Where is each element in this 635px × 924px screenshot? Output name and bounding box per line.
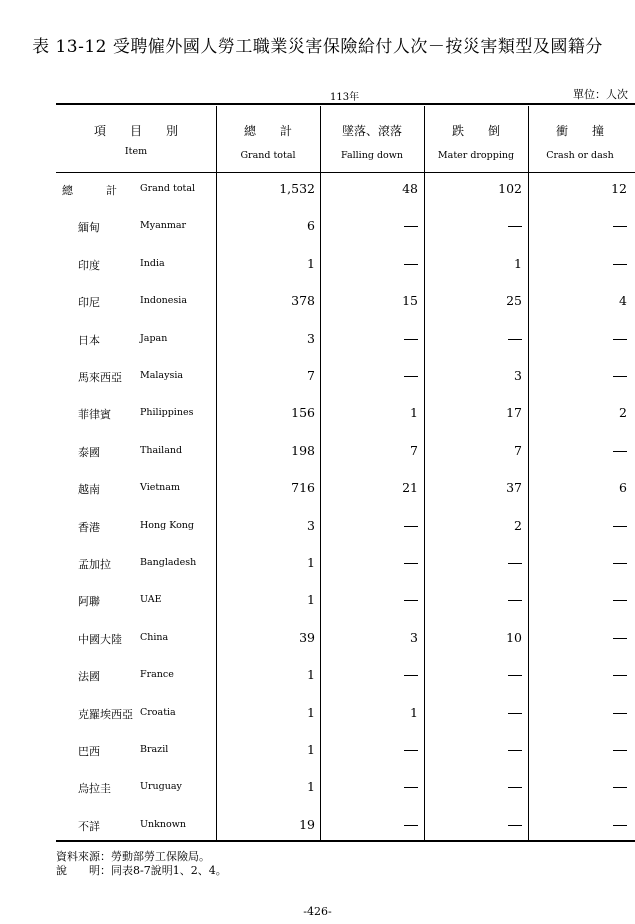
dash-mark — [613, 376, 627, 377]
cell-total: 6 — [307, 218, 315, 233]
cell-crash — [537, 331, 627, 346]
unit-label: 單位：人次 — [573, 88, 628, 101]
cell-total: 716 — [291, 480, 315, 495]
dash-mark — [404, 600, 418, 601]
dash-mark — [404, 675, 418, 676]
column-divider — [424, 106, 425, 842]
row-label-zh: 烏拉圭 — [78, 782, 111, 795]
cell-falling: 1 — [410, 405, 418, 420]
cell-crash: 2 — [619, 405, 627, 420]
header-crash-en: Crash or dash — [546, 150, 614, 161]
cell-crash: 4 — [619, 293, 627, 308]
dash-mark — [613, 638, 627, 639]
cell-falling — [328, 817, 418, 832]
cell-total: 156 — [291, 405, 315, 420]
header-total-zh: 總 計 — [243, 124, 292, 138]
cell-fall-over: 17 — [506, 405, 522, 420]
row-label-en: UAE — [140, 594, 162, 605]
row-label-en: Brazil — [140, 744, 169, 755]
dash-mark — [613, 825, 627, 826]
row-label-zh: 克羅埃西亞 — [78, 708, 133, 721]
dash-mark — [508, 339, 522, 340]
source-note: 資料來源：勞動部勞工保險局。 — [56, 850, 210, 863]
cell-fall-over — [432, 555, 522, 570]
top-rule — [56, 103, 635, 105]
cell-fall-over: 2 — [514, 518, 522, 533]
dash-mark — [508, 675, 522, 676]
cell-falling — [328, 518, 418, 533]
cell-crash — [537, 518, 627, 533]
bottom-rule — [56, 840, 635, 842]
cell-falling: 3 — [410, 630, 418, 645]
column-divider — [320, 106, 321, 842]
cell-falling: 21 — [402, 480, 418, 495]
row-label-en: Vietnam — [140, 482, 180, 493]
dash-mark — [508, 600, 522, 601]
cell-total: 39 — [299, 630, 315, 645]
column-divider — [216, 106, 217, 842]
row-label-zh: 巴西 — [78, 745, 100, 758]
cell-total: 1 — [307, 667, 315, 682]
cell-total: 3 — [307, 518, 315, 533]
cell-total: 1 — [307, 779, 315, 794]
cell-fall-over — [432, 817, 522, 832]
dash-mark — [613, 526, 627, 527]
cell-falling: 15 — [402, 293, 418, 308]
row-label-zh: 法國 — [78, 670, 100, 683]
dash-mark — [404, 563, 418, 564]
row-label-zh: 菲律賓 — [78, 408, 111, 421]
dash-mark — [404, 750, 418, 751]
dash-mark — [404, 376, 418, 377]
cell-falling — [328, 779, 418, 794]
cell-total: 1 — [307, 555, 315, 570]
header-total-en: Grand total — [240, 150, 296, 161]
dash-mark — [508, 750, 522, 751]
row-label-en: France — [140, 669, 174, 680]
page-number: -426- — [303, 905, 332, 918]
cell-crash — [537, 779, 627, 794]
cell-falling — [328, 218, 418, 233]
cell-falling: 1 — [410, 705, 418, 720]
row-label-zh: 日本 — [78, 334, 100, 347]
table-title: 表 13-12 受聘僱外國人勞工職業災害保險給付人次－按災害類型及國籍分 — [32, 37, 603, 57]
cell-crash — [537, 443, 627, 458]
dash-mark — [508, 787, 522, 788]
cell-crash: 6 — [619, 480, 627, 495]
row-label-en: Croatia — [140, 707, 176, 718]
dash-mark — [613, 451, 627, 452]
header-fallover-zh: 跌 倒 — [451, 124, 500, 138]
cell-falling — [328, 331, 418, 346]
dash-mark — [613, 600, 627, 601]
cell-fall-over: 3 — [514, 368, 522, 383]
row-label-en: India — [140, 258, 165, 269]
cell-crash — [537, 742, 627, 757]
row-label-en: Hong Kong — [140, 520, 194, 531]
cell-total: 3 — [307, 331, 315, 346]
dash-mark — [404, 226, 418, 227]
cell-fall-over — [432, 779, 522, 794]
cell-total: 378 — [291, 293, 315, 308]
column-divider — [528, 106, 529, 842]
row-label-zh: 印度 — [78, 259, 100, 272]
cell-total: 7 — [307, 368, 315, 383]
dash-mark — [613, 264, 627, 265]
cell-crash — [537, 368, 627, 383]
cell-falling — [328, 592, 418, 607]
cell-falling — [328, 742, 418, 757]
row-label-en: Indonesia — [140, 295, 187, 306]
cell-crash — [537, 817, 627, 832]
row-label-zh: 緬甸 — [78, 221, 100, 234]
cell-fall-over: 7 — [514, 443, 522, 458]
year-label: 113年 — [330, 92, 360, 103]
cell-fall-over: 102 — [498, 181, 522, 196]
row-label-zh: 孟加拉 — [78, 558, 111, 571]
cell-crash: 12 — [611, 181, 627, 196]
cell-crash — [537, 630, 627, 645]
cell-total: 198 — [291, 443, 315, 458]
dash-mark — [508, 825, 522, 826]
cell-fall-over — [432, 218, 522, 233]
dash-mark — [613, 750, 627, 751]
cell-fall-over: 37 — [506, 480, 522, 495]
explanation-note: 說 明：同表8-7說明1、2、4。 — [56, 864, 227, 877]
cell-crash — [537, 218, 627, 233]
header-falling-zh: 墜落、滾落 — [341, 124, 402, 138]
row-label-en: China — [140, 632, 169, 643]
dash-mark — [404, 264, 418, 265]
dash-mark — [404, 787, 418, 788]
dash-mark — [404, 825, 418, 826]
cell-fall-over — [432, 742, 522, 757]
cell-fall-over — [432, 667, 522, 682]
row-label-zh: 香港 — [78, 521, 100, 534]
row-label-en: Japan — [140, 333, 168, 344]
row-label-en: Malaysia — [140, 370, 184, 381]
cell-fall-over — [432, 705, 522, 720]
cell-total: 19 — [299, 817, 315, 832]
cell-total: 1 — [307, 742, 315, 757]
row-label-zh: 泰國 — [78, 446, 100, 459]
row-label-en: Uruguay — [140, 781, 182, 792]
dash-mark — [404, 339, 418, 340]
row-label-zh: 總 計 — [62, 184, 117, 197]
cell-falling — [328, 368, 418, 383]
row-label-en: Philippines — [140, 407, 194, 418]
cell-falling — [328, 667, 418, 682]
cell-total: 1 — [307, 256, 315, 271]
dash-mark — [613, 713, 627, 714]
dash-mark — [613, 675, 627, 676]
cell-fall-over — [432, 331, 522, 346]
row-label-en: Thailand — [140, 445, 183, 456]
cell-fall-over: 25 — [506, 293, 522, 308]
cell-fall-over: 10 — [506, 630, 522, 645]
row-label-en: Bangladesh — [140, 557, 197, 568]
row-label-en: Myanmar — [140, 220, 187, 231]
row-label-zh: 馬來西亞 — [78, 371, 122, 384]
row-label-zh: 越南 — [78, 483, 100, 496]
cell-falling — [328, 555, 418, 570]
header-bottom-rule — [56, 172, 635, 173]
header-crash-zh: 衝 撞 — [555, 124, 604, 138]
cell-crash — [537, 256, 627, 271]
dash-mark — [508, 563, 522, 564]
row-label-zh: 中國大陸 — [78, 633, 122, 646]
dash-mark — [613, 339, 627, 340]
cell-falling: 48 — [402, 181, 418, 196]
dash-mark — [613, 226, 627, 227]
cell-falling — [328, 256, 418, 271]
cell-total: 1 — [307, 705, 315, 720]
header-fallover-en: Mater dropping — [437, 150, 515, 161]
cell-total: 1 — [307, 592, 315, 607]
dash-mark — [613, 563, 627, 564]
cell-crash — [537, 667, 627, 682]
cell-fall-over — [432, 592, 522, 607]
header-item-en: Item — [124, 146, 148, 157]
cell-crash — [537, 592, 627, 607]
row-label-zh: 不詳 — [78, 820, 100, 833]
dash-mark — [613, 787, 627, 788]
cell-crash — [537, 555, 627, 570]
row-label-zh: 阿聯 — [78, 595, 100, 608]
cell-total: 1,532 — [279, 181, 315, 196]
cell-crash — [537, 705, 627, 720]
dash-mark — [508, 226, 522, 227]
row-label-zh: 印尼 — [78, 296, 100, 309]
row-label-en: Grand total — [140, 183, 196, 194]
row-label-en: Unknown — [140, 819, 186, 830]
header-falling-en: Falling down — [341, 150, 403, 161]
cell-fall-over: 1 — [514, 256, 522, 271]
cell-falling: 7 — [410, 443, 418, 458]
dash-mark — [404, 526, 418, 527]
dash-mark — [508, 713, 522, 714]
header-item-zh: 項 目 別 — [93, 124, 178, 138]
